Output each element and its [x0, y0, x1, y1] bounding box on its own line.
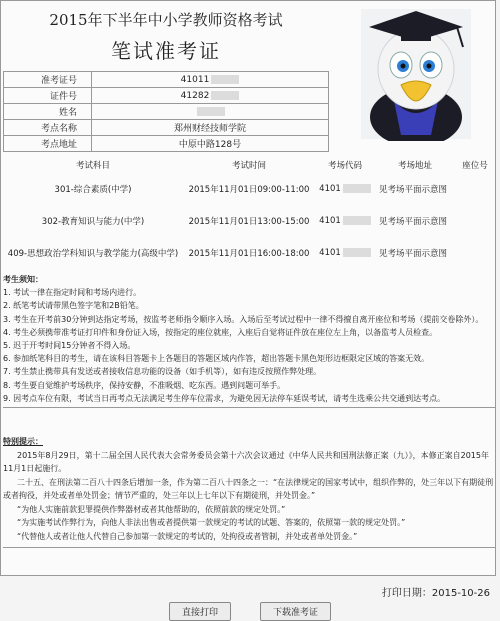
- seat-number: [455, 237, 495, 269]
- notice-item: 4. 考生必须携带准考证打印件和身份证入场，按指定的座位就座，入座后自觉将证件放在座位左上角，以备监考人员检查。: [3, 327, 438, 337]
- special-heading: 特别提示：: [3, 437, 43, 446]
- subject-name: 302-教育知识与能力(中学): [41, 217, 145, 227]
- info-label: 姓名: [4, 104, 92, 120]
- column-header: 考场地址: [397, 161, 432, 171]
- special-paragraph: “为他人实施前款犯罪提供作弊器材或者其他帮助的，依照前款的规定处罚。”: [17, 504, 286, 514]
- print-button[interactable]: 直接打印: [169, 602, 231, 621]
- subjects-table: [3, 157, 495, 269]
- subject-row: [3, 173, 495, 205]
- column-header: 考场代码: [327, 161, 362, 171]
- info-label: 考点名称: [4, 120, 92, 136]
- room-code: [315, 237, 375, 269]
- special-notice: [3, 435, 495, 548]
- room-code: [315, 173, 375, 205]
- seat-number: [455, 205, 495, 237]
- print-date-label: 打印日期：: [381, 588, 432, 599]
- redaction-blur: [343, 248, 371, 257]
- room-address-link[interactable]: 见考场平面示意图: [379, 249, 448, 259]
- notice-item: 2. 纸笔考试请带黑色签字笔和2B铅笔。: [3, 301, 144, 311]
- info-row: [4, 136, 329, 152]
- print-date: [382, 584, 490, 599]
- exam-name: 2015年下半年中小学教师资格考试: [49, 11, 283, 29]
- info-row: [4, 120, 329, 136]
- room-address-link[interactable]: 见考场平面示意图: [379, 185, 448, 195]
- admission-number: 41011: [180, 74, 210, 85]
- column-header: 考试时间: [231, 161, 266, 171]
- notice-item: 1. 考试一律在指定时间和考场内进行。: [3, 288, 142, 298]
- info-label: 准考证号: [4, 72, 92, 88]
- info-row: [4, 72, 329, 88]
- redaction-blur: [343, 216, 371, 225]
- notice-item: 6. 参加纸笔科目的考生，请在该科目答题卡上各题目的答题区域内作答，超出答题卡黑色矩形边框限定区域的答案无效。: [3, 354, 430, 364]
- redaction-blur: [211, 91, 239, 100]
- column-header: 考试科目: [75, 161, 110, 171]
- room-code-text: 4101: [319, 248, 341, 258]
- special-paragraph: 2015年8月29日，第十二届全国人民代表大会常务委员会第十六次会议通过《中华人民共和国刑法修正案（九）》，本修正案自2015年11月1日起施行。: [3, 450, 489, 473]
- print-date-value: 2015-10-26: [431, 588, 490, 599]
- candidate-notice: [3, 273, 495, 408]
- room-code-text: 4101: [319, 184, 341, 194]
- redaction-blur: [211, 75, 239, 84]
- subject-time: 2015年11月01日16:00-18:00: [188, 249, 310, 259]
- exam-site-address: 中原中路128号: [92, 136, 329, 152]
- subjects-header-row: [3, 157, 495, 173]
- id-number: 41282: [180, 90, 210, 101]
- card-title: 笔试准考证: [111, 39, 221, 63]
- redaction-blur: [197, 107, 225, 116]
- notice-item: 5. 迟于开考时间15分钟者不得入场。: [3, 341, 136, 351]
- exam-site-name: 郑州财经技师学院: [92, 120, 329, 136]
- subject-row: [3, 237, 495, 269]
- special-paragraph: “代替他人或者让他人代替自己参加第一款规定的考试的，处拘役或者管制，并处或者单处罚金。”: [17, 531, 358, 541]
- room-code-text: 4101: [319, 216, 341, 226]
- subject-name: 409-思想政治学科知识与教学能力(高级中学): [7, 249, 179, 259]
- info-value: [92, 88, 329, 104]
- action-buttons: [0, 600, 500, 621]
- seat-number: [455, 173, 495, 205]
- notice-item: 9. 因考点车位有限，考试当日再考点无法满足考生停车位需求，为避免因无法停车延误考试，请考生选乘公共交通到达考点。: [3, 393, 446, 403]
- column-header: 座位号: [462, 161, 488, 171]
- subject-time: 2015年11月01日13:00-15:00: [188, 217, 310, 227]
- notice-item: 8. 考生要自觉维护考场秩序，保持安静，不准吸烟、吃东西。遇到问题可举手。: [3, 380, 286, 390]
- subject-row: [3, 205, 495, 237]
- candidate-photo: [339, 5, 493, 141]
- download-button[interactable]: 下载准考证: [260, 602, 331, 621]
- redaction-blur: [343, 184, 371, 193]
- info-label: 证件号: [4, 88, 92, 104]
- notice-item: 3. 考生在开考前30分钟到达指定考场，按监考老师指令顺序入场。入场后至考试过程中一律不得擅自离开座位和考场（提前交卷除外）。: [3, 314, 484, 324]
- room-code: [315, 205, 375, 237]
- info-value: [92, 72, 329, 88]
- candidate-info-table: [3, 71, 329, 152]
- info-row: [4, 104, 329, 120]
- info-label: 考点地址: [4, 136, 92, 152]
- room-address-link[interactable]: 见考场平面示意图: [379, 217, 448, 227]
- notice-heading: 考生须知：: [3, 275, 43, 284]
- special-paragraph: 二十五、在刑法第二百八十四条后增加一条，作为第二百八十四条之一：“在法律规定的国家考试中，组织作弊的，处三年以下有期徒刑或者拘役，并处或者单处罚金；情节严重的，处三年以上七年以下有期徒刑，并处罚金。”: [3, 477, 494, 500]
- special-paragraph: “为实施考试作弊行为，向他人非法出售或者提供第一款规定的考试的试题、答案的，依照第一款的规定处罚。”: [17, 518, 406, 527]
- info-value: [92, 104, 329, 120]
- info-row: [4, 88, 329, 104]
- notice-item: 7. 考生禁止携带具有发送或者接收信息功能的设备（如手机等），如有违反按照作弊处理。: [3, 367, 322, 377]
- subject-name: 301-综合素质(中学): [54, 185, 132, 195]
- subject-time: 2015年11月01日09:00-11:00: [188, 185, 310, 195]
